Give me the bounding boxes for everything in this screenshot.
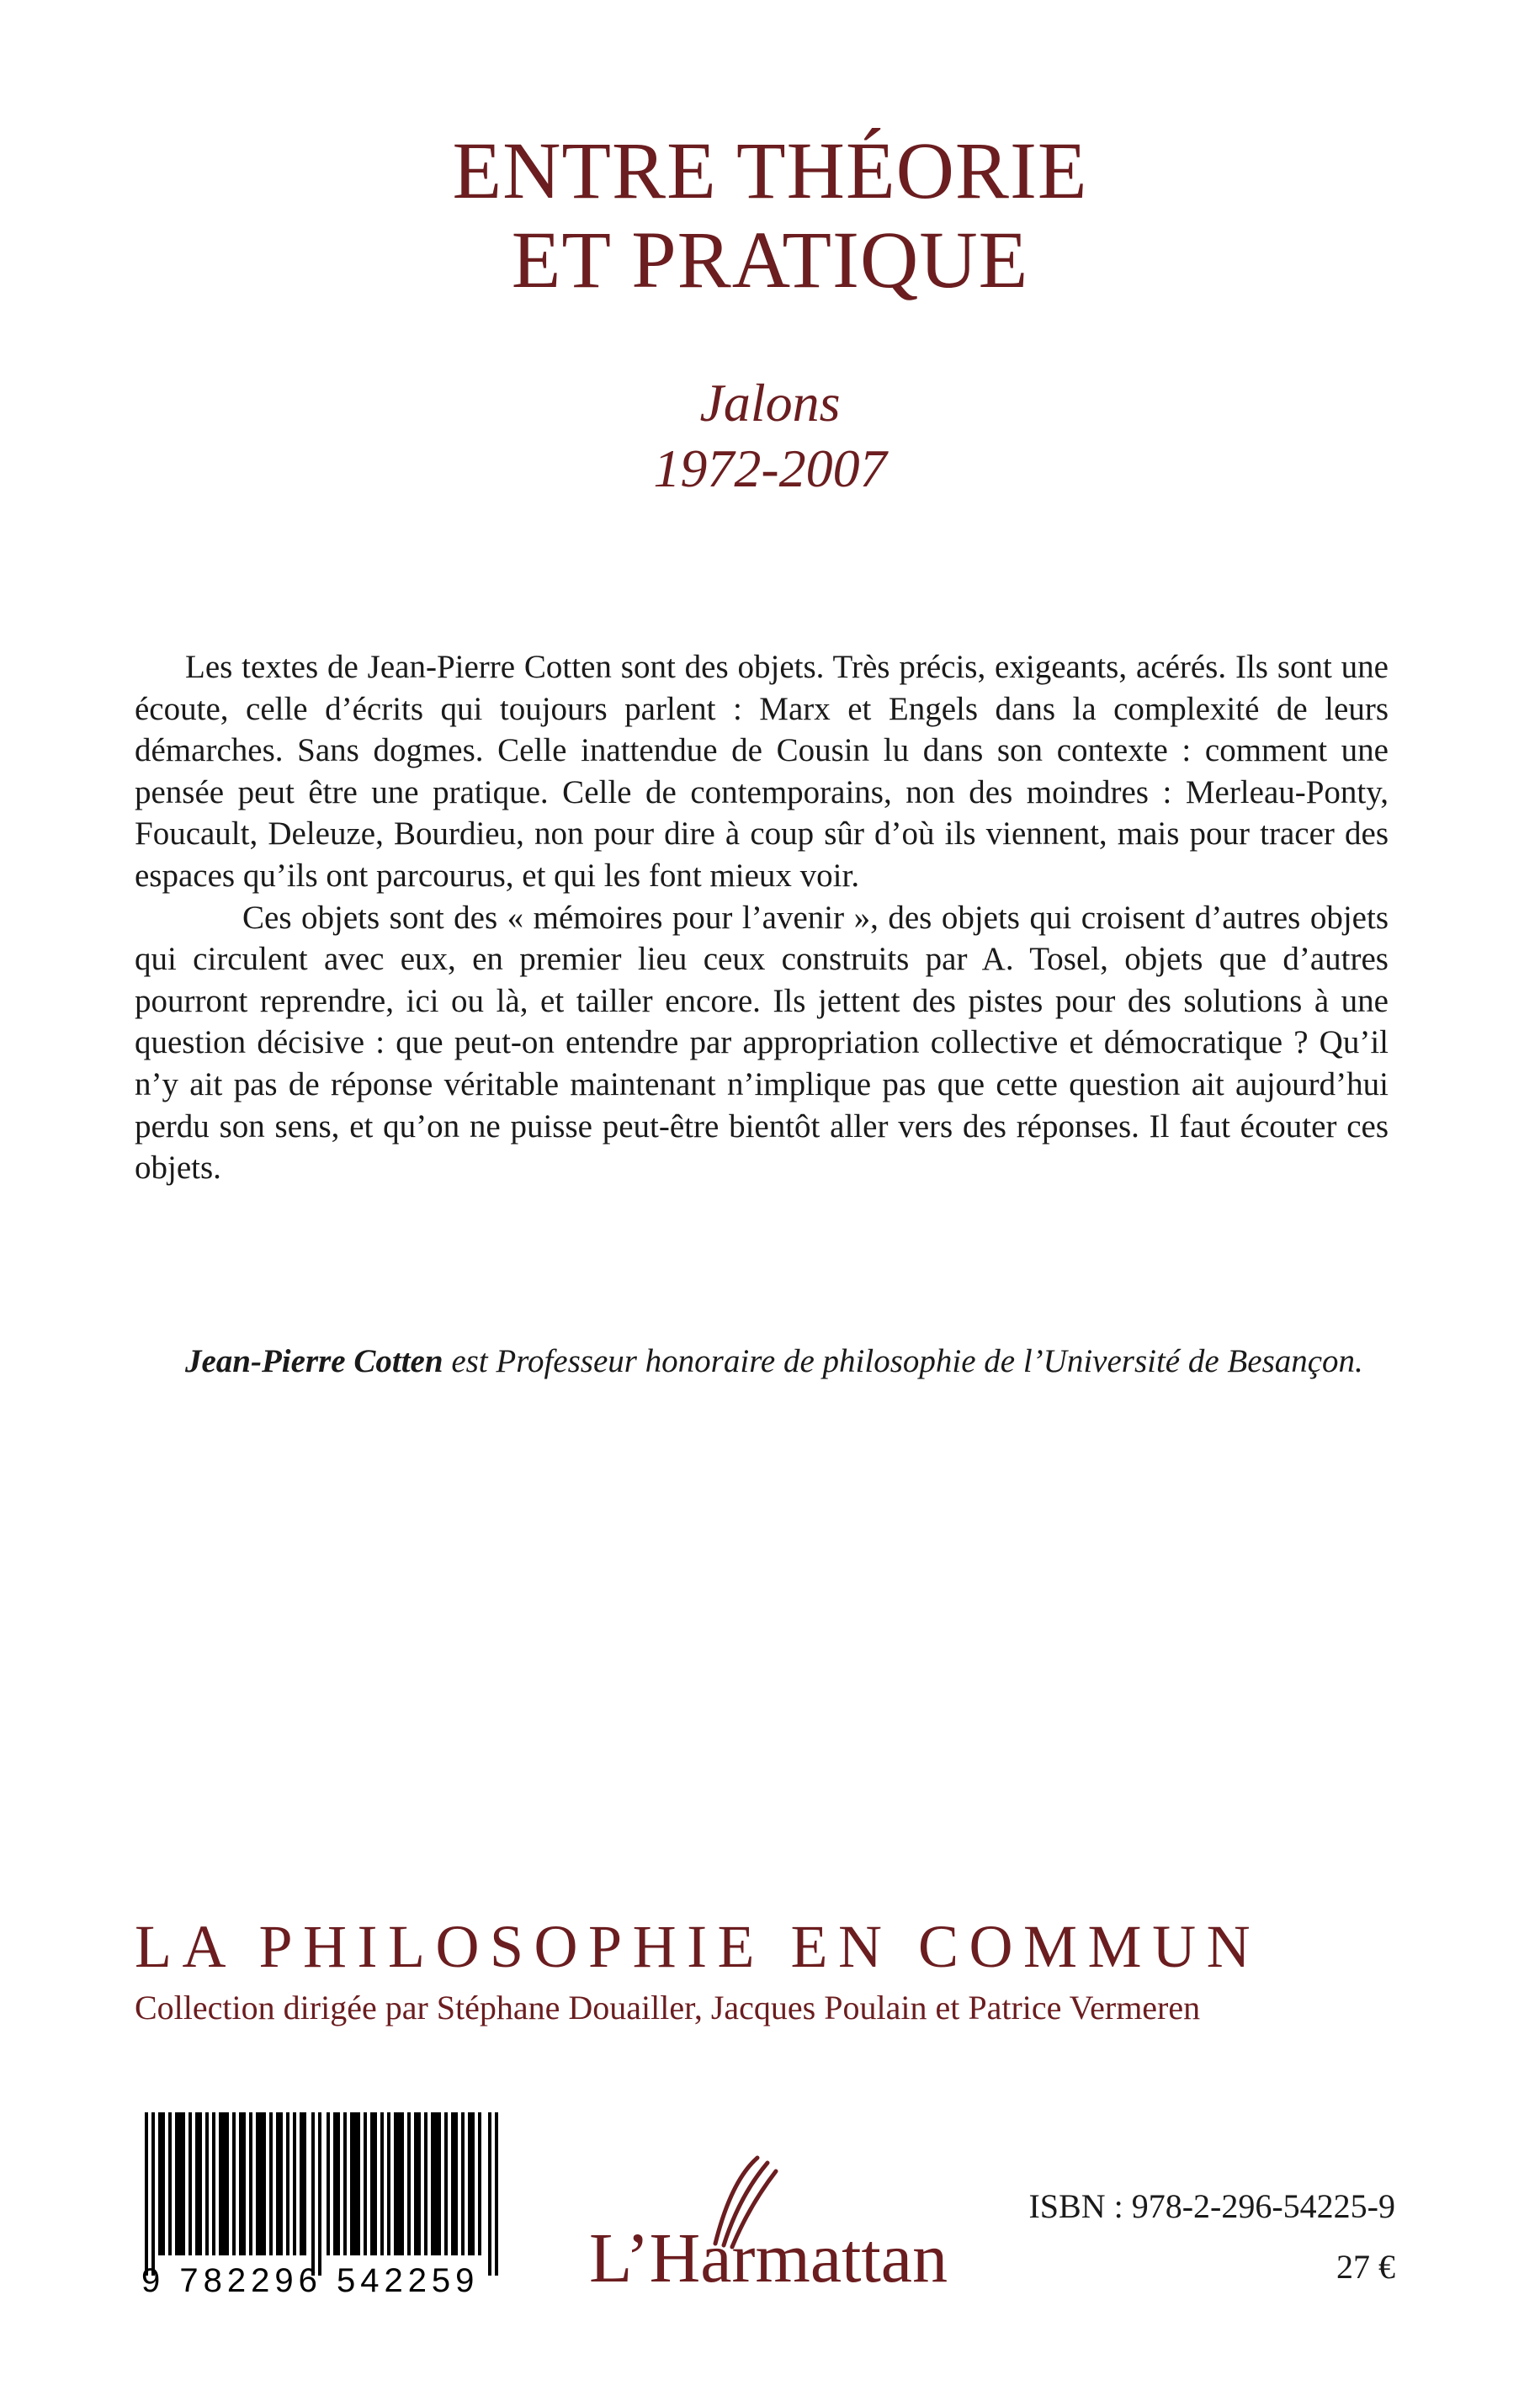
barcode-icon <box>145 2112 502 2276</box>
subtitle-line-1: Jalons <box>699 373 841 433</box>
author-name: Jean-Pierre Cotten <box>185 1343 443 1379</box>
price: 27 € <box>1336 2248 1395 2286</box>
blurb-paragraph: Les textes de Jean-Pierre Cotten sont des objets. Très précis, exigeants, acérés. Ils sont une écoute, celle d’écrits qui toujours parlent : Marx et Engels dans la complexité de leurs démarches. Sans dogmes. Celle inattendue de Cousin lu dans son contexte : comment une pensée peut être une pratique. Celle de contemporains, non des moindres : Merleau-Ponty, Foucault, Deleuze, Bourdieu, non pour dire à coup sûr d’où ils viennent, mais pour tracer des espaces qu’ils ont parcourus, et qui les font mieux voir. <box>135 649 1389 894</box>
isbn: ISBN : 978-2-296-54225-9 <box>1028 2187 1395 2225</box>
series-name: LA PHILOSOPHIE EN COMMUN <box>135 1913 1261 1980</box>
blurb-paragraph: Ces objets sont des « mémoires pour l’avenir », des objets qui croisent d’autres objets qui circulent avec eux, en premier lieu ceux construits par A. Tosel, objets que d’autres pourront reprendre, ici ou là, et tailler encore. Ils jettent des pistes pour des solutions à une question décisive : que peut-on entendre par appropriation collective et démocratique ? Qu’il n’y ait pas de réponse véritable maintenant n’implique pas que cette question ait aujourd’hui perdu son sens, et qu’on ne puisse peut-être bientôt aller vers des réponses. Il faut écouter ces objets. <box>135 899 1389 1187</box>
subtitle-line-2: 1972-2007 <box>653 438 887 498</box>
series-directors: Collection dirigée par Stéphane Douailler, Jacques Poulain et Patrice Vermeren <box>135 1989 1201 2026</box>
author-bio: est Professeur honoraire de philosophie de l’Université de Besançon. <box>443 1343 1363 1379</box>
title-line-1: ENTRE THÉORIE <box>452 125 1088 215</box>
title-line-2: ET PRATIQUE <box>511 215 1029 305</box>
barcode-number: 9 782296 542259 <box>141 2262 480 2299</box>
publisher-logo: L’Harmattan <box>589 2219 948 2297</box>
back-cover-blurb <box>135 646 1389 1189</box>
author-note <box>135 1340 1389 1384</box>
